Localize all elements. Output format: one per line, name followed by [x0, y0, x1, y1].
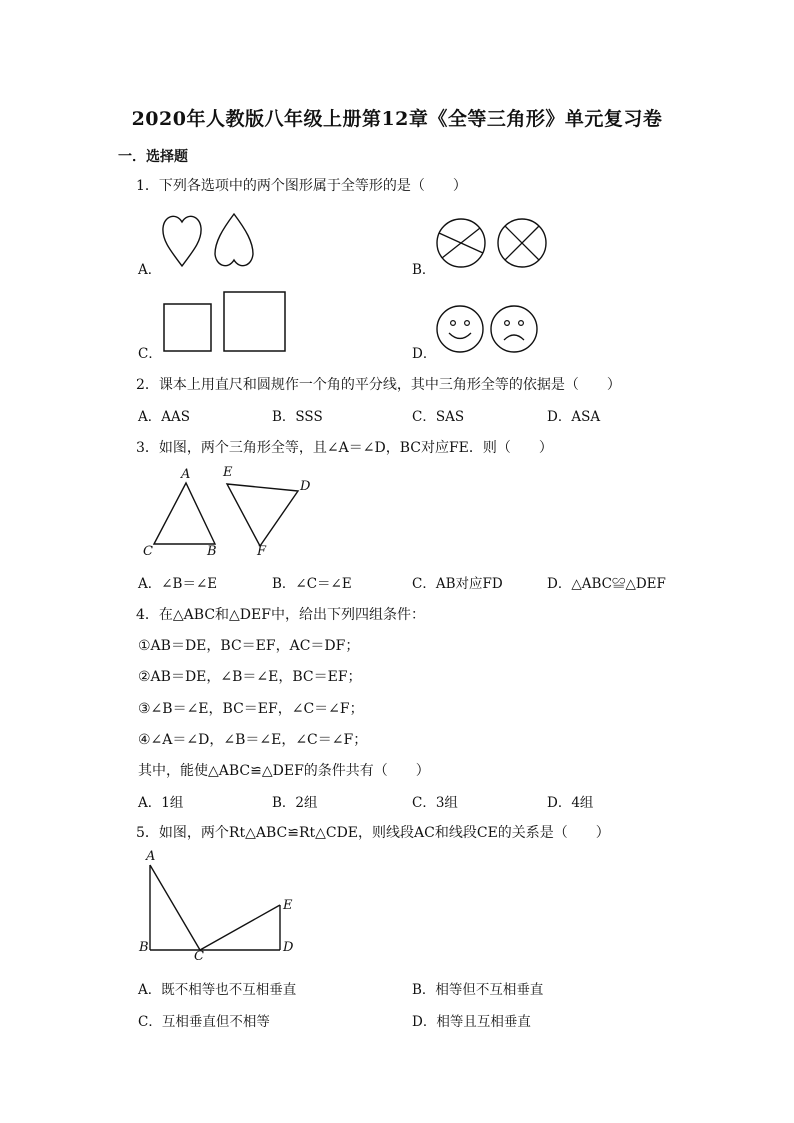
q4-option-c[interactable]: C．3组 — [412, 795, 458, 811]
q1-faces-figure — [436, 304, 540, 354]
q5-label-a: A — [146, 849, 156, 864]
q2-stem: 2．课本上用直尺和圆规作一个角的平分线，其中三角形全等的依据是（ ） — [136, 377, 621, 393]
q2-option-b[interactable]: B．SSS — [272, 409, 323, 425]
segment-ce — [200, 905, 280, 950]
q2-option-d[interactable]: D．ASA — [547, 409, 601, 425]
page-title: 2020年人教版八年级上册第12章《全等三角形》单元复习卷 — [131, 108, 663, 130]
q4-stem: 4．在△ABC和△DEF中，给出下列四组条件： — [136, 607, 425, 623]
q3-label-a: A — [181, 467, 191, 482]
q5-label-c: C — [194, 949, 204, 964]
q3-option-a[interactable]: A．∠B＝∠E — [138, 576, 218, 592]
triangle-def — [227, 484, 298, 546]
q3-option-c[interactable]: C．AB对应FD — [412, 576, 503, 592]
q4-option-b[interactable]: B．2组 — [272, 795, 318, 811]
q1-option-d[interactable]: D． — [412, 346, 437, 362]
heart-shape-left — [163, 216, 201, 266]
q5-option-a[interactable]: A．既不相等也不互相垂直 — [138, 982, 297, 998]
segment-ac — [150, 865, 200, 950]
q3-label-f: F — [257, 544, 267, 559]
q1-squares-figure — [162, 290, 288, 354]
q5-option-d[interactable]: D．相等且互相垂直 — [412, 1014, 531, 1030]
q3-label-e: E — [223, 465, 233, 480]
q4-condition-4: ④∠A＝∠D，∠B＝∠E，∠C＝∠F； — [138, 732, 368, 748]
q3-stem: 3．如图，两个三角形全等，且∠A＝∠D，BC对应FE．则（ ） — [136, 440, 553, 456]
square-large — [224, 292, 285, 351]
q5-label-d: D — [283, 940, 294, 955]
circle-left-line-2 — [442, 228, 480, 258]
q2-option-c[interactable]: C．SAS — [412, 409, 465, 425]
q5-stem: 5．如图，两个Rt△ABC≌Rt△CDE，则线段AC和线段CE的关系是（ ） — [136, 825, 610, 841]
q5-option-b[interactable]: B．相等但不互相垂直 — [412, 982, 544, 998]
q4-condition-3: ③∠B＝∠E，BC＝EF，∠C＝∠F； — [138, 701, 364, 717]
q5-option-c[interactable]: C．互相垂直但不相等 — [138, 1014, 270, 1030]
q2-option-a[interactable]: A．AAS — [138, 409, 190, 425]
q1-option-c[interactable]: C． — [138, 346, 162, 362]
q4-option-d[interactable]: D．4组 — [547, 795, 594, 811]
square-small — [164, 304, 211, 351]
heart-shape-right-inverted — [215, 214, 253, 266]
smiley-face — [437, 306, 483, 352]
q3-option-d[interactable]: D．△ABC≌△DEF — [547, 576, 666, 592]
q1-stem: 1．下列各选项中的两个图形属于全等形的是（ ） — [136, 178, 467, 194]
q3-option-b[interactable]: B．∠C＝∠E — [272, 576, 352, 592]
q1-circles-figure — [436, 216, 550, 270]
q4-condition-2: ②AB＝DE，∠B＝∠E，BC＝EF； — [138, 669, 362, 685]
section-heading: 一．选择题 — [118, 149, 188, 165]
q3-label-b: B — [207, 544, 217, 559]
q5-label-e: E — [283, 898, 293, 913]
q5-label-b: B — [139, 940, 149, 955]
q5-right-triangles-figure — [140, 850, 300, 960]
q4-question-tail: 其中，能使△ABC≌△DEF的条件共有（ ） — [138, 763, 430, 779]
triangle-abc — [154, 483, 215, 544]
q4-condition-1: ①AB＝DE，BC＝EF，AC＝DF； — [138, 638, 360, 654]
q3-label-c: C — [143, 544, 153, 559]
sad-face — [491, 306, 537, 352]
q4-option-a[interactable]: A．1组 — [138, 795, 184, 811]
q1-option-a[interactable]: A． — [138, 262, 162, 278]
q1-hearts-figure — [160, 210, 260, 272]
q1-option-b[interactable]: B． — [412, 262, 436, 278]
q3-label-d: D — [300, 479, 311, 494]
